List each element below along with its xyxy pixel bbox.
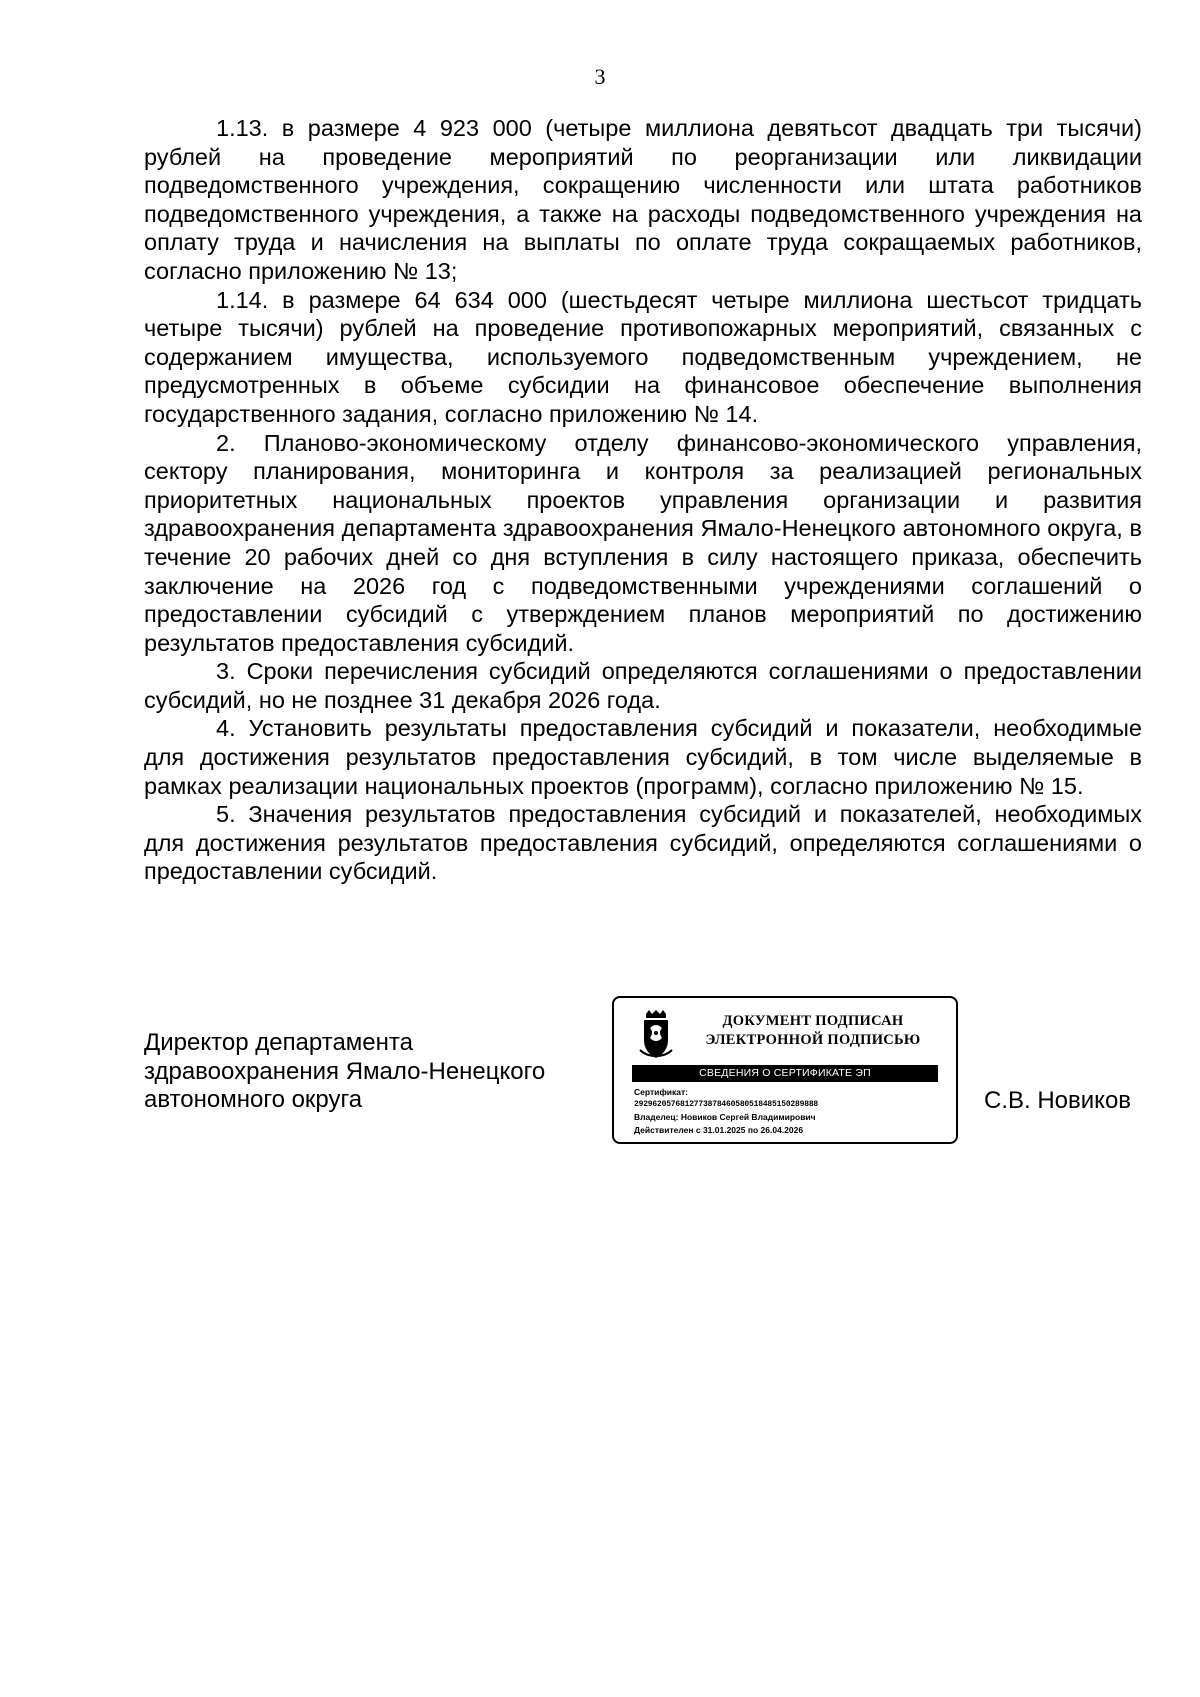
certificate-owner: Владелец: Новиков Сергей Владимирович bbox=[634, 1112, 816, 1122]
paragraph-4: 4. Установить результаты предоставления субсидий и показатели, необходимые для достижения результатов предоставления субсидий, в том числе выделяемые в рамках реализации национальных проектов (программ), согласно приложению № 15. bbox=[144, 715, 1142, 799]
paragraph-1-13: 1.13. в размере 4 923 000 (четыре миллиона девятьсот двадцать три тысячи) рублей на проведение мероприятий по реорганизации или ликвидации подведомственного учреждения, сокращению численности или штата работников подведомственного учреждения, а также на расходы подведомственного учреждения на оплату труда и начисления на выплаты по оплате труда сокращаемых работников, согласно приложению № 13; bbox=[144, 115, 1142, 284]
stamp-heading bbox=[688, 1012, 938, 1050]
stamp-heading-line: ЭЛЕКТРОННОЙ ПОДПИСЬЮ bbox=[705, 1032, 921, 1048]
coat-of-arms-icon bbox=[638, 1010, 674, 1060]
paragraph-5: 5. Значения результатов предоставления субсидий и показателей, необходимых для достижения результатов предоставления субсидий, определяются соглашениями о предоставлении субсидий. bbox=[144, 801, 1142, 885]
signer-position-line: здравоохранения Ямало-Ненецкого bbox=[144, 1057, 546, 1085]
certificate-validity: Действителен с 31.01.2025 по 26.04.2026 bbox=[634, 1124, 804, 1135]
stamp-heading-line: ДОКУМЕНТ ПОДПИСАН bbox=[722, 1013, 904, 1029]
paragraph-2: 2. Планово-экономическому отделу финансово-экономического управления, сектору планирования, мониторинга и контроля за реализацией региональных приоритетных национальных проектов управления организации и развития здравоохранения департамента здравоохранения Ямало-Ненецкого автономного округа, в течение 20 рабочих дней со дня вступления в силу настоящего приказа, обеспечить заключение на 2026 год с подведомственными учреждениями соглашений о предоставлении субсидий с утверждением планов мероприятий по достижению результатов предоставления субсидий. bbox=[144, 429, 1142, 656]
electronic-signature-stamp bbox=[612, 996, 958, 1144]
paragraph-3: 3. Сроки перечисления субсидий определяются соглашениями о предоставлении субсидий, но не позднее 31 декабря 2026 года. bbox=[144, 658, 1142, 713]
signer-name: С.В. Новиков bbox=[984, 1087, 1132, 1114]
page-number: 3 bbox=[594, 64, 606, 89]
document-body bbox=[144, 114, 1142, 886]
certificate-details bbox=[634, 1086, 950, 1136]
signer-position-line: автономного округа bbox=[144, 1086, 363, 1113]
paragraph-1-14: 1.14. в размере 64 634 000 (шестьдесят четыре миллиона шестьсот тридцать четыре тысячи) рублей на проведение противопожарных мероприятий, связанных с содержанием имущества, используемого подведомственным учреждением, не предусмотренных в объеме субсидии на финансовое обеспечение выполнения государственного задания, согласно приложению № 14. bbox=[144, 286, 1142, 427]
signer-position-line: Директор департамента bbox=[144, 1029, 413, 1056]
signer-position bbox=[144, 1029, 604, 1115]
certificate-number: 2929620576812773878460580518485150289888 bbox=[634, 1099, 819, 1109]
certificate-info-bar: СВЕДЕНИЯ О СЕРТИФИКАТЕ ЭП bbox=[632, 1065, 938, 1082]
certificate-label: Сертификат: bbox=[634, 1087, 688, 1097]
